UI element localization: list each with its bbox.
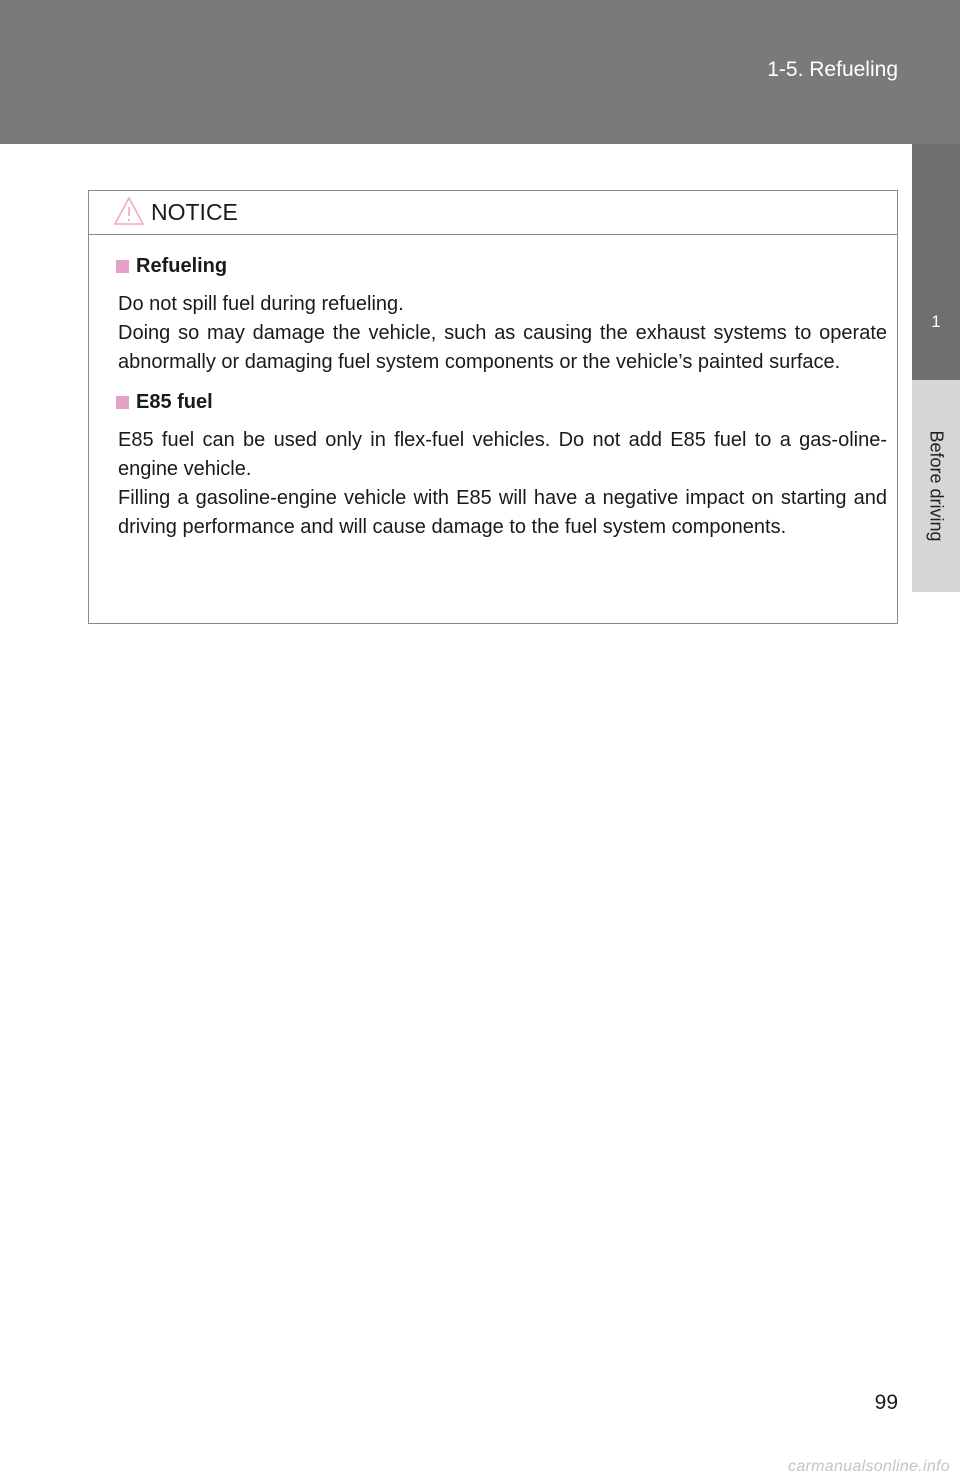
chapter-label-tab (912, 380, 960, 592)
notice-body (89, 235, 897, 542)
notice-title: NOTICE (151, 199, 238, 225)
paragraph (116, 426, 887, 542)
watermark: carmanualsonline.info (788, 1458, 950, 1475)
warning-triangle-icon (113, 196, 145, 226)
paragraph-line: Filling a gasoline-engine vehicle with E85 will have a negative impact on starting and driving performance and will cause damage to the fuel system components. (118, 487, 887, 538)
section-heading-text: E85 fuel (136, 391, 213, 413)
page-header (0, 0, 960, 144)
section-title: 1-5. Refueling (767, 58, 898, 81)
notice-header (89, 191, 897, 235)
section-heading-refueling (116, 255, 887, 278)
square-bullet-icon (116, 260, 129, 273)
chapter-tab (912, 144, 960, 380)
section-heading-e85-fuel (116, 391, 887, 414)
chapter-label: Before driving (926, 430, 947, 542)
paragraph-line: Doing so may damage the vehicle, such as causing the exhaust systems to operate abnormally or damaging fuel system components or the vehicle’s painted surface. (118, 322, 887, 373)
page-number: 99 (874, 1391, 898, 1414)
paragraph-line: E85 fuel can be used only in flex-fuel vehicles. Do not add E85 fuel to a gas-oline-engine vehicle. (118, 429, 887, 480)
paragraph (116, 290, 887, 377)
notice-box (88, 190, 898, 624)
square-bullet-icon (116, 396, 129, 409)
paragraph-line: Do not spill fuel during refueling. (118, 293, 404, 315)
chapter-number: 1 (931, 312, 941, 331)
section-heading-text: Refueling (136, 255, 228, 277)
